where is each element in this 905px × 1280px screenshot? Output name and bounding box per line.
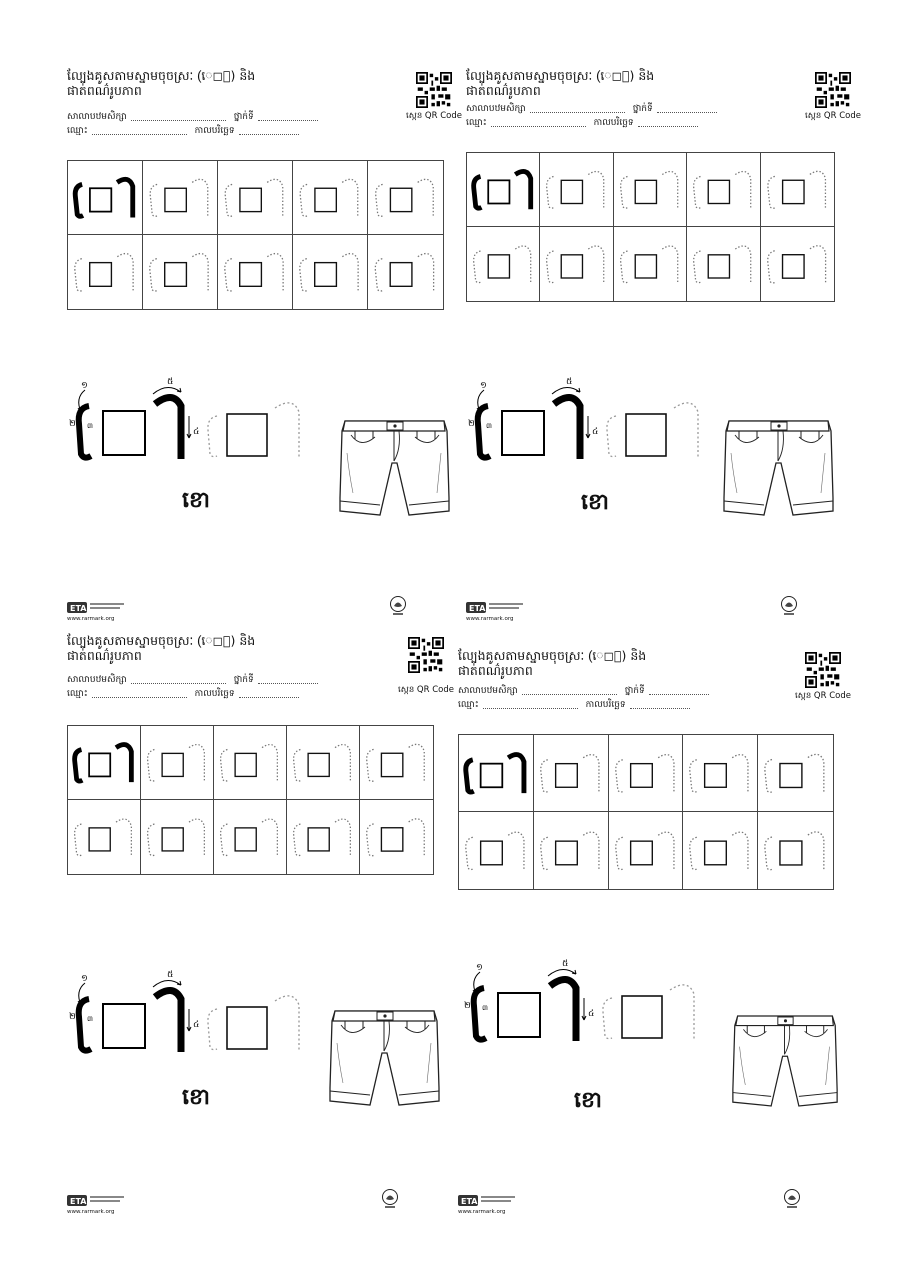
- school-field[interactable]: [131, 673, 226, 684]
- worksheet-title: [67, 633, 367, 663]
- qr-code-icon[interactable]: [805, 652, 841, 688]
- student-info: [67, 110, 367, 138]
- school-label: សាលាបឋមសិក្សា: [458, 686, 518, 696]
- stroke-number: ៤: [193, 427, 200, 437]
- school-label: សាលាបឋមសិក្សា: [67, 675, 127, 685]
- stroke-number: ៥: [167, 970, 174, 980]
- student-info: [458, 684, 758, 712]
- grid-cell[interactable]: [68, 800, 141, 874]
- school-label: សាលាបឋមសិក្សា: [67, 112, 127, 122]
- name-label: ឈ្មោះ: [458, 700, 479, 710]
- grid-cell-model: [68, 161, 143, 235]
- grid-cell[interactable]: [287, 800, 360, 874]
- grid-cell[interactable]: [534, 812, 609, 889]
- grid-cell[interactable]: [761, 227, 834, 301]
- shorts-illustration[interactable]: [721, 413, 836, 523]
- website-text: www.rarmark.org: [458, 1209, 506, 1215]
- grid-cell[interactable]: [368, 161, 443, 235]
- shorts-illustration[interactable]: [327, 1003, 442, 1113]
- student-info: [466, 102, 766, 130]
- stroke-number: ៤: [592, 427, 599, 437]
- grid-cell[interactable]: [459, 812, 534, 889]
- worksheet: [67, 68, 462, 658]
- name-field[interactable]: [483, 698, 578, 709]
- grid-cell[interactable]: [360, 800, 433, 874]
- worksheet-title: [67, 68, 367, 98]
- grid-cell[interactable]: [214, 726, 287, 800]
- stroke-number: ១: [480, 381, 487, 391]
- grid-cell[interactable]: [467, 227, 540, 301]
- stroke-number: ៣: [87, 1015, 93, 1023]
- stroke-number: ៥: [562, 959, 569, 969]
- ministry-emblem-icon: [780, 595, 798, 617]
- organization-logo: [466, 598, 526, 618]
- stroke-number: ២: [464, 1001, 471, 1011]
- organization-logo: [458, 1191, 518, 1211]
- grid-cell[interactable]: [614, 227, 687, 301]
- stroke-number: ២: [69, 1012, 76, 1022]
- example-word: ខោ: [581, 490, 610, 515]
- grid-cell[interactable]: [534, 735, 609, 812]
- date-label: កាលបរិច្ឆេទ: [585, 700, 626, 710]
- shorts-illustration[interactable]: [730, 1006, 840, 1116]
- stroke-number: ១: [81, 974, 88, 984]
- tracing-grid: [67, 160, 444, 310]
- title-line-1: ល្បែងគូសតាមស្នាមចុចស្រៈ (េ◻ា) និង: [466, 68, 655, 83]
- website-text: www.rarmark.org: [67, 616, 115, 622]
- grid-cell[interactable]: [141, 726, 214, 800]
- date-field[interactable]: [630, 698, 690, 709]
- worksheet: [466, 68, 861, 658]
- school-field[interactable]: [131, 110, 226, 121]
- qr-code-icon[interactable]: [815, 72, 851, 108]
- grid-cell[interactable]: [214, 800, 287, 874]
- qr-label: ស្កេន QR Code: [406, 111, 462, 121]
- grade-label: ថ្នាក់ទី: [632, 104, 653, 114]
- date-label: កាលបរិច្ឆេទ: [194, 126, 235, 136]
- title-line-1: ល្បែងគូសតាមស្នាមចុចស្រៈ (េ◻ា) និង: [67, 633, 256, 648]
- grid-cell[interactable]: [687, 227, 760, 301]
- example-word: ខោ: [574, 1088, 603, 1113]
- name-label: ឈ្មោះ: [67, 126, 88, 136]
- example-word: ខោ: [182, 488, 211, 513]
- stroke-order-guide: [466, 376, 726, 466]
- grid-cell[interactable]: [141, 800, 214, 874]
- stroke-number: ៤: [588, 1009, 595, 1019]
- stroke-number: ៥: [566, 377, 573, 387]
- grid-cell[interactable]: [218, 161, 293, 235]
- stroke-order-guide: [67, 376, 327, 466]
- stroke-number: ២: [468, 419, 475, 429]
- grid-cell[interactable]: [758, 812, 833, 889]
- grade-label: ថ្នាក់ទី: [624, 686, 645, 696]
- tracing-grid: [466, 152, 835, 302]
- grid-cell[interactable]: [683, 812, 758, 889]
- student-info: [67, 673, 367, 701]
- stroke-number: ៣: [87, 422, 93, 430]
- organization-logo: [67, 1191, 127, 1211]
- website-text: www.rarmark.org: [67, 1209, 115, 1215]
- grid-cell[interactable]: [683, 735, 758, 812]
- website-text: www.rarmark.org: [466, 616, 514, 622]
- stroke-number: ៣: [486, 422, 492, 430]
- grid-cell[interactable]: [293, 161, 368, 235]
- tracing-grid: [458, 734, 834, 890]
- ministry-emblem-icon: [389, 595, 407, 617]
- worksheet: [67, 633, 462, 1223]
- stroke-number: ៥: [167, 377, 174, 387]
- grid-cell[interactable]: [143, 161, 218, 235]
- grid-cell[interactable]: [609, 735, 684, 812]
- date-field[interactable]: [638, 116, 698, 127]
- grid-cell[interactable]: [687, 153, 760, 227]
- stroke-number: ១: [476, 963, 483, 973]
- title-line-2: ផាត់ពណ៌រូបភាព: [67, 83, 142, 98]
- grid-cell[interactable]: [143, 235, 218, 309]
- qr-label: ស្កេន QR Code: [795, 691, 851, 701]
- qr-label: ស្កេន QR Code: [805, 111, 861, 121]
- grid-cell[interactable]: [614, 153, 687, 227]
- qr-code-icon[interactable]: [408, 637, 444, 673]
- grade-field[interactable]: [649, 684, 709, 695]
- worksheet: [458, 648, 853, 1238]
- tracing-grid: [67, 725, 434, 875]
- ministry-emblem-icon: [381, 1188, 399, 1210]
- grid-cell[interactable]: [540, 227, 613, 301]
- grade-label: ថ្នាក់ទី: [233, 112, 254, 122]
- date-field[interactable]: [239, 687, 299, 698]
- grid-cell-model: [459, 735, 534, 812]
- worksheet-title: [458, 648, 758, 678]
- grid-cell[interactable]: [360, 726, 433, 800]
- example-word: ខោ: [182, 1085, 211, 1110]
- grade-label: ថ្នាក់ទី: [233, 675, 254, 685]
- shorts-illustration[interactable]: [337, 413, 452, 523]
- qr-label: ស្កេន QR Code: [398, 685, 454, 695]
- grid-cell[interactable]: [293, 235, 368, 309]
- name-field[interactable]: [92, 687, 187, 698]
- stroke-number: ១: [81, 381, 88, 391]
- name-label: ឈ្មោះ: [67, 689, 88, 699]
- date-field[interactable]: [239, 124, 299, 135]
- grade-field[interactable]: [258, 110, 318, 121]
- grid-cell[interactable]: [68, 235, 143, 309]
- organization-logo: [67, 598, 127, 618]
- grid-cell[interactable]: [540, 153, 613, 227]
- school-field[interactable]: [530, 102, 625, 113]
- grid-cell[interactable]: [218, 235, 293, 309]
- stroke-order-guide: [462, 958, 722, 1048]
- grid-cell-model: [467, 153, 540, 227]
- title-line-2: ផាត់ពណ៌រូបភាព: [458, 663, 533, 678]
- name-field[interactable]: [92, 124, 187, 135]
- title-line-1: ល្បែងគូសតាមស្នាមចុចស្រៈ (េ◻ា) និង: [67, 68, 256, 83]
- grade-field[interactable]: [657, 102, 717, 113]
- title-line-2: ផាត់ពណ៌រូបភាព: [67, 648, 142, 663]
- name-field[interactable]: [491, 116, 586, 127]
- title-line-2: ផាត់ពណ៌រូបភាព: [466, 83, 541, 98]
- stroke-number: ២: [69, 419, 76, 429]
- grid-cell[interactable]: [609, 812, 684, 889]
- grid-cell[interactable]: [758, 735, 833, 812]
- name-label: ឈ្មោះ: [466, 118, 487, 128]
- grid-cell[interactable]: [368, 235, 443, 309]
- worksheet-title: [466, 68, 766, 98]
- stroke-order-guide: [67, 969, 327, 1059]
- stroke-number: ៣: [482, 1004, 488, 1012]
- grid-cell[interactable]: [287, 726, 360, 800]
- grid-cell-model: [68, 726, 141, 800]
- school-label: សាលាបឋមសិក្សា: [466, 104, 526, 114]
- title-line-1: ល្បែងគូសតាមស្នាមចុចស្រៈ (េ◻ា) និង: [458, 648, 647, 663]
- school-field[interactable]: [522, 684, 617, 695]
- date-label: កាលបរិច្ឆេទ: [593, 118, 634, 128]
- date-label: កាលបរិច្ឆេទ: [194, 689, 235, 699]
- qr-code-icon[interactable]: [416, 72, 452, 108]
- ministry-emblem-icon: [783, 1188, 801, 1210]
- stroke-number: ៤: [193, 1020, 200, 1030]
- grid-cell[interactable]: [761, 153, 834, 227]
- grade-field[interactable]: [258, 673, 318, 684]
